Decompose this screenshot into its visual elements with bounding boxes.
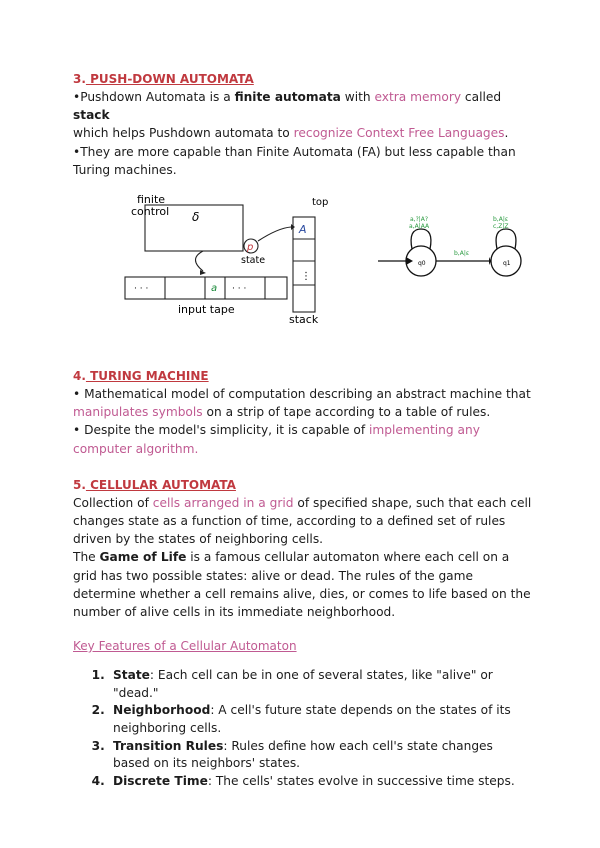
stack-symbol-A: A: [299, 223, 307, 237]
control-label: control: [131, 205, 170, 219]
section-title: CELLULAR AUTOMATA: [85, 477, 236, 492]
state-label: state: [241, 255, 266, 267]
input-tape-label: input tape: [178, 303, 235, 317]
q1-label: q1: [503, 260, 511, 268]
input-tape: [125, 277, 287, 299]
tm-bullet-1: • Mathematical model of computation describing an abstract machine that manipulates symbols on a strip of tape according to a table of rules.: [73, 387, 531, 420]
document-page: [73, 70, 533, 790]
pda-bullet-1: •Pushdown Automata is a finite automata with extra memory called stack which helps Pushdown automata to recognize Context Free Languages.: [73, 90, 509, 141]
section-title: PUSH-DOWN AUTOMATA: [85, 72, 254, 86]
section-4-heading: [73, 367, 533, 385]
list-item: 1. State: Each cell can be in one of several states, like "alive" or "dead.": [109, 667, 533, 702]
pda-bullet-2: •They are more capable than Finite Automata (FA) but less capable than Turing machines.: [73, 144, 516, 177]
edge-label: b,A|ε: [454, 250, 470, 258]
q0-label: q0: [418, 260, 426, 268]
pda-state-diagram: [376, 213, 536, 303]
p-label: p: [247, 242, 254, 254]
ca-paragraph-1: Collection of cells arranged in a grid of specified shape, such that each cell changes state as a function of time, according to a defined set of rules driven by the states of neighboring cells.: [73, 495, 532, 547]
tm-bullet-2: • Despite the model's simplicity, it is capable of implementing any computer algorithm.: [73, 423, 480, 456]
list-item: 3. Transition Rules: Rules define how each cell's state changes based on its neighbors' states.: [109, 738, 533, 773]
arrow-to-tape: [196, 251, 204, 271]
section-number: 5.: [73, 477, 86, 492]
key-features-heading: Key Features of a Cellular Automaton: [73, 639, 297, 654]
stack-label: stack: [289, 313, 319, 324]
key-features-list: [73, 667, 533, 790]
section-5-heading: [73, 476, 533, 494]
section-title: TURING MACHINE: [85, 369, 209, 384]
diagrams-row: [73, 193, 533, 343]
loop1-label-1: b,A|ε: [493, 216, 509, 224]
pda-diagram: [98, 193, 338, 323]
list-item: 2. Neighborhood: A cell's future state depends on the states of its neighboring cells.: [109, 702, 533, 737]
loop0-label-2: a,A|AA: [409, 223, 430, 231]
finite-label: finite: [137, 193, 166, 207]
delta-label: δ: [192, 210, 200, 225]
loop0-label-1: a,?|A?: [410, 216, 429, 224]
section-number: 4.: [73, 369, 86, 384]
top-label: top: [312, 197, 329, 209]
arrow-to-stack: [258, 227, 291, 241]
stack-dots: ⋮: [301, 271, 311, 283]
tape-dots-right: · · ·: [232, 284, 247, 295]
tape-dots-left: · · ·: [134, 284, 149, 295]
loop1-label-2: c,Z|Z: [493, 223, 509, 231]
tape-symbol-a: a: [211, 283, 218, 295]
ca-paragraph-2: The Game of Life is a famous cellular automaton where each cell on a grid has two possible states: alive or dead. The rules of the game determine whether a cell remains alive, dies, or comes to life based on the number of alive cells in its immediate neighborhood.: [73, 550, 531, 620]
list-item: 4. Discrete Time: The cells' states evolve in successive time steps.: [109, 773, 533, 791]
section-number: 3.: [73, 72, 86, 86]
section-3-heading: [73, 70, 533, 88]
